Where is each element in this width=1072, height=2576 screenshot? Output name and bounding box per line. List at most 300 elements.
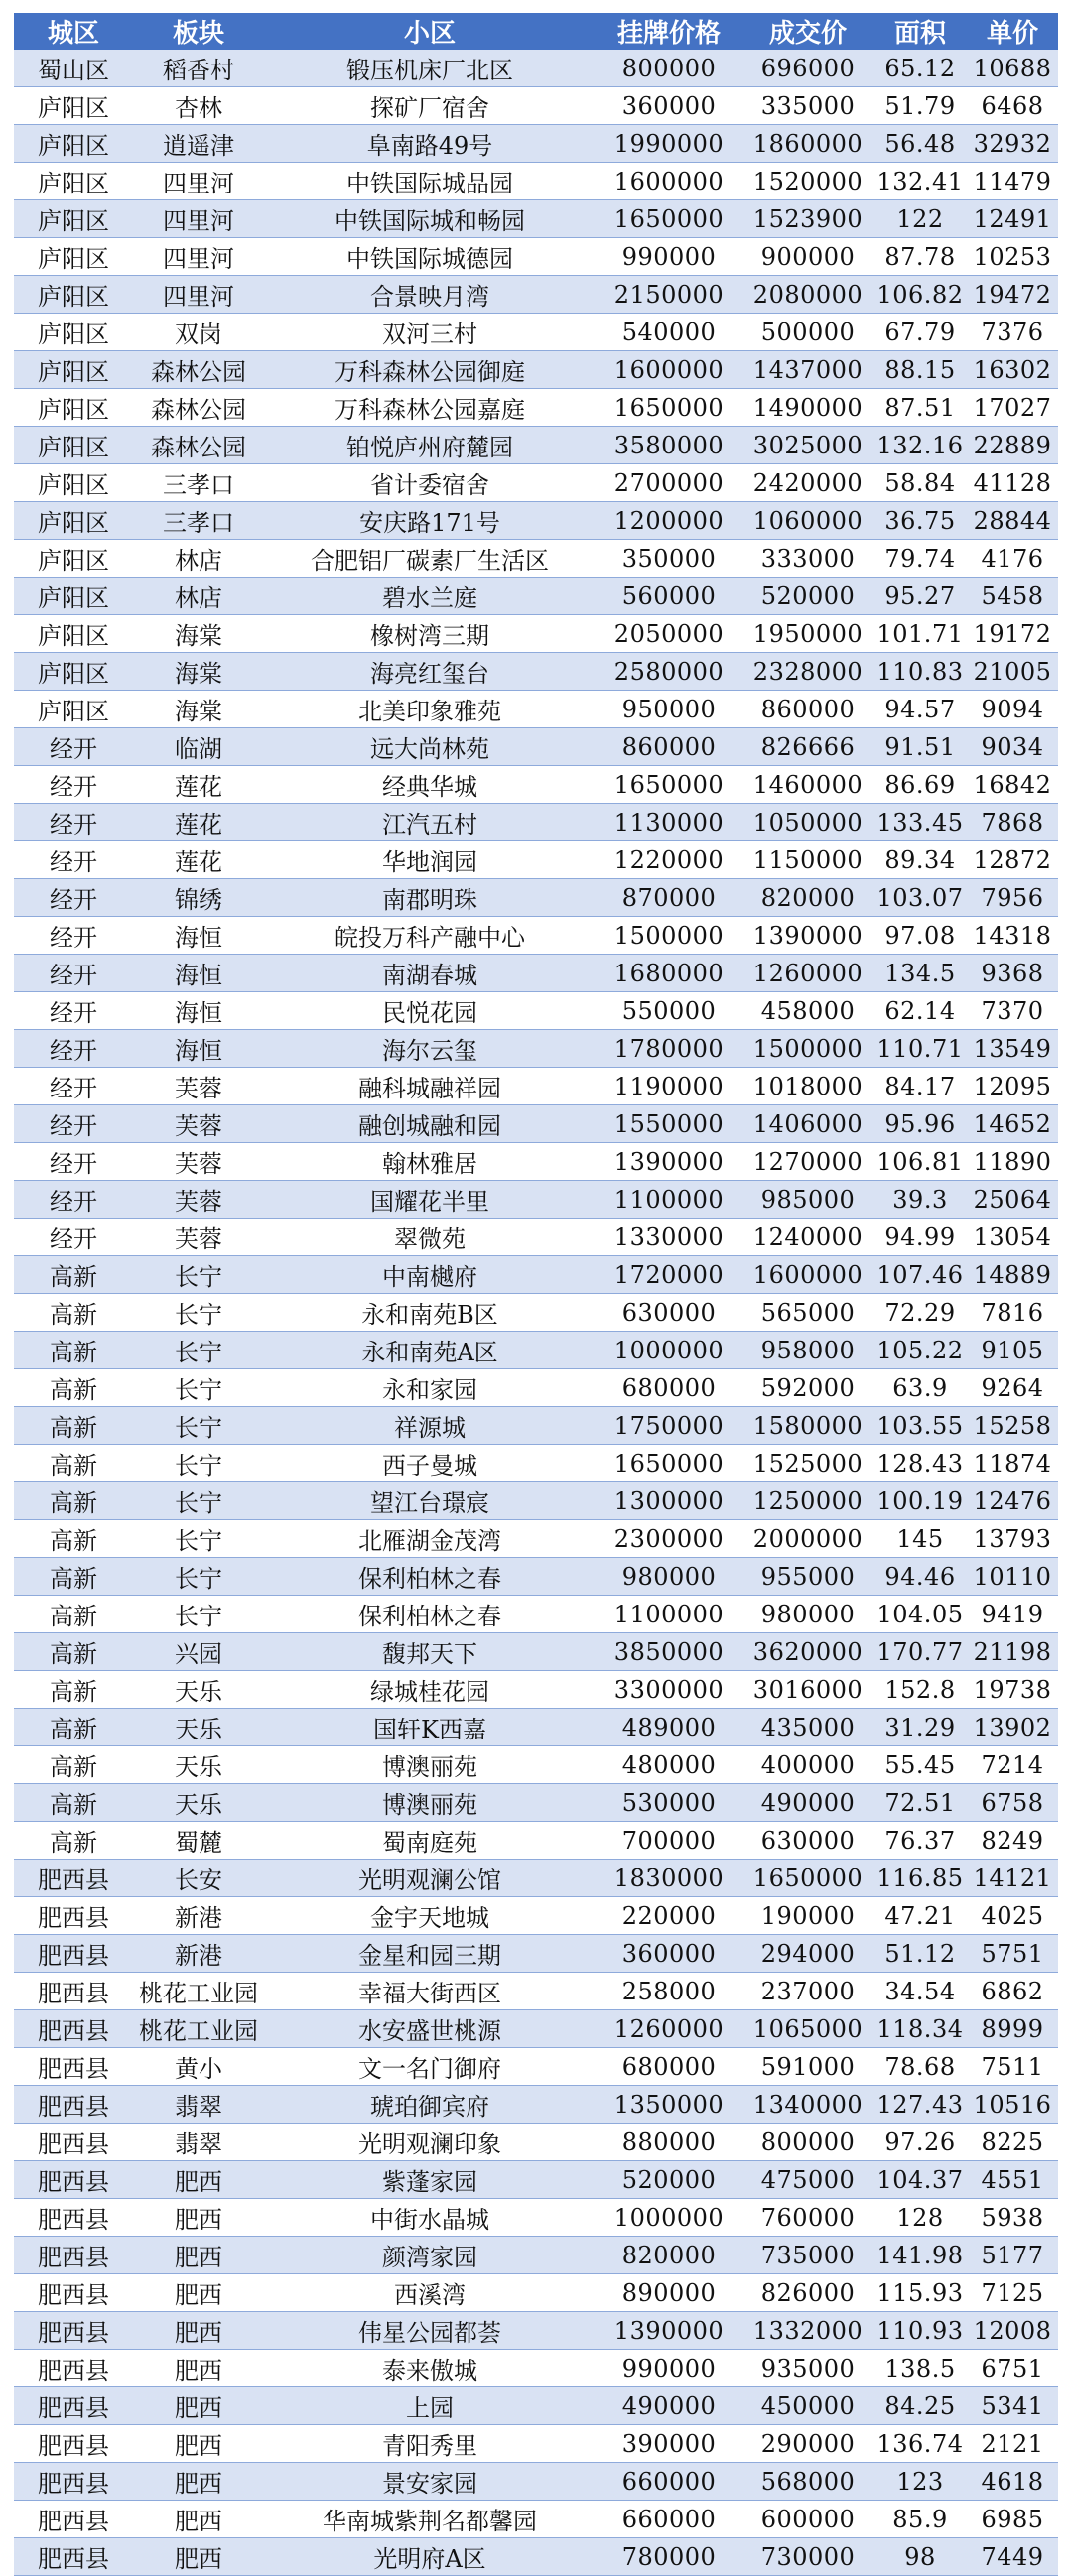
cell-block: 四里河 bbox=[133, 200, 264, 238]
cell-district: 经开 bbox=[14, 1105, 133, 1143]
cell-estate: 双河三村 bbox=[264, 314, 596, 351]
cell-deal-price: 1600000 bbox=[742, 1256, 873, 1294]
cell-estate: 翰林雅居 bbox=[264, 1143, 596, 1181]
cell-estate: 国轩K西嘉 bbox=[264, 1709, 596, 1746]
cell-unit-price: 14652 bbox=[967, 1105, 1058, 1143]
cell-estate: 探矿厂宿舍 bbox=[264, 87, 596, 125]
cell-listing-price: 680000 bbox=[596, 1369, 742, 1407]
cell-block: 芙蓉 bbox=[133, 1181, 264, 1219]
cell-estate: 紫蓬家园 bbox=[264, 2161, 596, 2199]
cell-area: 138.5 bbox=[873, 2350, 967, 2387]
cell-deal-price: 1150000 bbox=[742, 841, 873, 879]
cell-deal-price: 800000 bbox=[742, 2124, 873, 2161]
table-row bbox=[14, 50, 1058, 87]
transaction-table bbox=[14, 13, 1058, 2576]
cell-area: 51.79 bbox=[873, 87, 967, 125]
cell-estate: 经典华城 bbox=[264, 766, 596, 804]
table-row bbox=[14, 1219, 1058, 1256]
cell-district: 经开 bbox=[14, 879, 133, 917]
cell-district: 高新 bbox=[14, 1709, 133, 1746]
cell-listing-price: 3850000 bbox=[596, 1633, 742, 1671]
cell-district: 经开 bbox=[14, 1068, 133, 1105]
cell-estate: 中铁国际城和畅园 bbox=[264, 200, 596, 238]
cell-block: 天乐 bbox=[133, 1671, 264, 1709]
table-row bbox=[14, 389, 1058, 427]
cell-deal-price: 980000 bbox=[742, 1596, 873, 1633]
cell-area: 103.55 bbox=[873, 1407, 967, 1445]
cell-district: 经开 bbox=[14, 766, 133, 804]
cell-listing-price: 520000 bbox=[596, 2161, 742, 2199]
cell-estate: 颜湾家园 bbox=[264, 2237, 596, 2274]
cell-estate: 南湖春城 bbox=[264, 955, 596, 992]
cell-deal-price: 591000 bbox=[742, 2048, 873, 2086]
cell-unit-price: 9368 bbox=[967, 955, 1058, 992]
cell-deal-price: 1460000 bbox=[742, 766, 873, 804]
cell-area: 84.25 bbox=[873, 2387, 967, 2425]
cell-unit-price: 10516 bbox=[967, 2086, 1058, 2124]
cell-estate: 万科森林公园御庭 bbox=[264, 351, 596, 389]
table-row bbox=[14, 879, 1058, 917]
cell-block: 海棠 bbox=[133, 653, 264, 691]
cell-block: 海恒 bbox=[133, 955, 264, 992]
cell-unit-price: 9264 bbox=[967, 1369, 1058, 1407]
cell-deal-price: 1950000 bbox=[742, 615, 873, 653]
cell-block: 蜀麓 bbox=[133, 1822, 264, 1860]
cell-area: 85.9 bbox=[873, 2501, 967, 2538]
table-row bbox=[14, 2501, 1058, 2538]
cell-listing-price: 3580000 bbox=[596, 427, 742, 464]
cell-estate: 远大尚林苑 bbox=[264, 728, 596, 766]
cell-block: 稻香村 bbox=[133, 50, 264, 87]
table-row bbox=[14, 1973, 1058, 2010]
cell-unit-price: 25064 bbox=[967, 1181, 1058, 1219]
cell-deal-price: 1390000 bbox=[742, 917, 873, 955]
table-row bbox=[14, 1520, 1058, 1558]
cell-deal-price: 190000 bbox=[742, 1897, 873, 1935]
cell-unit-price: 15258 bbox=[967, 1407, 1058, 1445]
cell-area: 104.37 bbox=[873, 2161, 967, 2199]
cell-block: 四里河 bbox=[133, 163, 264, 200]
cell-district: 高新 bbox=[14, 1256, 133, 1294]
cell-area: 95.96 bbox=[873, 1105, 967, 1143]
cell-deal-price: 1332000 bbox=[742, 2312, 873, 2350]
cell-listing-price: 890000 bbox=[596, 2274, 742, 2312]
cell-listing-price: 1200000 bbox=[596, 502, 742, 540]
header-estate: 小区 bbox=[264, 13, 596, 50]
cell-district: 肥西县 bbox=[14, 1860, 133, 1897]
cell-deal-price: 290000 bbox=[742, 2425, 873, 2463]
cell-unit-price: 8249 bbox=[967, 1822, 1058, 1860]
cell-listing-price: 1990000 bbox=[596, 125, 742, 163]
cell-deal-price: 900000 bbox=[742, 238, 873, 276]
cell-listing-price: 950000 bbox=[596, 691, 742, 728]
cell-listing-price: 870000 bbox=[596, 879, 742, 917]
cell-listing-price: 1300000 bbox=[596, 1482, 742, 1520]
cell-area: 84.17 bbox=[873, 1068, 967, 1105]
cell-listing-price: 1830000 bbox=[596, 1860, 742, 1897]
cell-block: 长宁 bbox=[133, 1482, 264, 1520]
cell-district: 肥西县 bbox=[14, 1973, 133, 2010]
cell-estate: 华南城紫荆名都馨园 bbox=[264, 2501, 596, 2538]
table-row bbox=[14, 2350, 1058, 2387]
cell-district: 蜀山区 bbox=[14, 50, 133, 87]
cell-district: 肥西县 bbox=[14, 2124, 133, 2161]
cell-listing-price: 550000 bbox=[596, 992, 742, 1030]
table-row bbox=[14, 125, 1058, 163]
cell-unit-price: 10253 bbox=[967, 238, 1058, 276]
cell-area: 105.22 bbox=[873, 1332, 967, 1369]
cell-listing-price: 350000 bbox=[596, 540, 742, 578]
cell-estate: 翠微苑 bbox=[264, 1219, 596, 1256]
cell-block: 桃花工业园 bbox=[133, 2010, 264, 2048]
cell-unit-price: 4618 bbox=[967, 2463, 1058, 2501]
cell-area: 123 bbox=[873, 2463, 967, 2501]
cell-district: 肥西县 bbox=[14, 2312, 133, 2350]
cell-estate: 馥邦天下 bbox=[264, 1633, 596, 1671]
cell-district: 庐阳区 bbox=[14, 351, 133, 389]
cell-listing-price: 220000 bbox=[596, 1897, 742, 1935]
cell-deal-price: 935000 bbox=[742, 2350, 873, 2387]
cell-estate: 融创城融和园 bbox=[264, 1105, 596, 1143]
table-row bbox=[14, 427, 1058, 464]
cell-deal-price: 1406000 bbox=[742, 1105, 873, 1143]
cell-listing-price: 360000 bbox=[596, 87, 742, 125]
cell-listing-price: 630000 bbox=[596, 1294, 742, 1332]
cell-listing-price: 1390000 bbox=[596, 2312, 742, 2350]
cell-listing-price: 1500000 bbox=[596, 917, 742, 955]
cell-estate: 光明观澜印象 bbox=[264, 2124, 596, 2161]
cell-deal-price: 568000 bbox=[742, 2463, 873, 2501]
cell-listing-price: 1330000 bbox=[596, 1219, 742, 1256]
cell-unit-price: 19738 bbox=[967, 1671, 1058, 1709]
cell-estate: 皖投万科产融中心 bbox=[264, 917, 596, 955]
cell-area: 55.45 bbox=[873, 1746, 967, 1784]
cell-estate: 中街水晶城 bbox=[264, 2199, 596, 2237]
cell-estate: 博澳丽苑 bbox=[264, 1784, 596, 1822]
cell-block: 森林公园 bbox=[133, 427, 264, 464]
cell-district: 庐阳区 bbox=[14, 653, 133, 691]
cell-listing-price: 1350000 bbox=[596, 2086, 742, 2124]
cell-district: 高新 bbox=[14, 1407, 133, 1445]
cell-area: 31.29 bbox=[873, 1709, 967, 1746]
cell-block: 海恒 bbox=[133, 992, 264, 1030]
cell-unit-price: 4176 bbox=[967, 540, 1058, 578]
cell-area: 107.46 bbox=[873, 1256, 967, 1294]
cell-block: 海棠 bbox=[133, 691, 264, 728]
cell-listing-price: 700000 bbox=[596, 1822, 742, 1860]
cell-estate: 西子曼城 bbox=[264, 1445, 596, 1482]
cell-district: 庐阳区 bbox=[14, 125, 133, 163]
table-row bbox=[14, 653, 1058, 691]
cell-area: 132.41 bbox=[873, 163, 967, 200]
cell-listing-price: 1390000 bbox=[596, 1143, 742, 1181]
cell-district: 高新 bbox=[14, 1332, 133, 1369]
cell-listing-price: 1680000 bbox=[596, 955, 742, 992]
cell-estate: 金星和园三期 bbox=[264, 1935, 596, 1973]
cell-estate: 西溪湾 bbox=[264, 2274, 596, 2312]
cell-block: 桃花工业园 bbox=[133, 1973, 264, 2010]
table-row bbox=[14, 917, 1058, 955]
cell-unit-price: 4025 bbox=[967, 1897, 1058, 1935]
cell-area: 91.51 bbox=[873, 728, 967, 766]
cell-listing-price: 1780000 bbox=[596, 1030, 742, 1068]
header-deal-price: 成交价 bbox=[742, 13, 873, 50]
cell-block: 肥西 bbox=[133, 2274, 264, 2312]
table-row bbox=[14, 1068, 1058, 1105]
header-district: 城区 bbox=[14, 13, 133, 50]
cell-area: 145 bbox=[873, 1520, 967, 1558]
cell-unit-price: 13793 bbox=[967, 1520, 1058, 1558]
cell-deal-price: 730000 bbox=[742, 2538, 873, 2576]
cell-unit-price: 12872 bbox=[967, 841, 1058, 879]
table-row bbox=[14, 1596, 1058, 1633]
cell-listing-price: 660000 bbox=[596, 2501, 742, 2538]
cell-block: 肥西 bbox=[133, 2463, 264, 2501]
cell-unit-price: 7956 bbox=[967, 879, 1058, 917]
cell-estate: 泰来傲城 bbox=[264, 2350, 596, 2387]
table-row bbox=[14, 1181, 1058, 1219]
cell-district: 高新 bbox=[14, 1520, 133, 1558]
cell-deal-price: 696000 bbox=[742, 50, 873, 87]
cell-deal-price: 630000 bbox=[742, 1822, 873, 1860]
cell-unit-price: 13054 bbox=[967, 1219, 1058, 1256]
cell-district: 肥西县 bbox=[14, 2350, 133, 2387]
cell-district: 经开 bbox=[14, 1143, 133, 1181]
cell-block: 长宁 bbox=[133, 1294, 264, 1332]
cell-deal-price: 1650000 bbox=[742, 1860, 873, 1897]
cell-block: 莲花 bbox=[133, 804, 264, 841]
cell-unit-price: 2121 bbox=[967, 2425, 1058, 2463]
cell-unit-price: 13549 bbox=[967, 1030, 1058, 1068]
cell-deal-price: 1018000 bbox=[742, 1068, 873, 1105]
cell-block: 长宁 bbox=[133, 1256, 264, 1294]
table-row bbox=[14, 1709, 1058, 1746]
cell-block: 长宁 bbox=[133, 1445, 264, 1482]
cell-unit-price: 41128 bbox=[967, 464, 1058, 502]
cell-estate: 省计委宿舍 bbox=[264, 464, 596, 502]
header-listing-price: 挂牌价格 bbox=[596, 13, 742, 50]
table-row bbox=[14, 955, 1058, 992]
table-row bbox=[14, 578, 1058, 615]
cell-estate: 蜀南庭苑 bbox=[264, 1822, 596, 1860]
cell-district: 高新 bbox=[14, 1369, 133, 1407]
cell-area: 122 bbox=[873, 200, 967, 238]
cell-listing-price: 1000000 bbox=[596, 2199, 742, 2237]
cell-deal-price: 1260000 bbox=[742, 955, 873, 992]
cell-listing-price: 530000 bbox=[596, 1784, 742, 1822]
cell-deal-price: 3620000 bbox=[742, 1633, 873, 1671]
table-row bbox=[14, 992, 1058, 1030]
cell-listing-price: 680000 bbox=[596, 2048, 742, 2086]
table-row bbox=[14, 1746, 1058, 1784]
cell-deal-price: 1525000 bbox=[742, 1445, 873, 1482]
cell-deal-price: 333000 bbox=[742, 540, 873, 578]
cell-deal-price: 955000 bbox=[742, 1558, 873, 1596]
cell-district: 庐阳区 bbox=[14, 314, 133, 351]
cell-area: 110.83 bbox=[873, 653, 967, 691]
cell-unit-price: 28844 bbox=[967, 502, 1058, 540]
cell-listing-price: 880000 bbox=[596, 2124, 742, 2161]
cell-unit-price: 6758 bbox=[967, 1784, 1058, 1822]
table-row bbox=[14, 2538, 1058, 2576]
table-row bbox=[14, 2124, 1058, 2161]
cell-block: 长宁 bbox=[133, 1558, 264, 1596]
cell-estate: 中铁国际城德园 bbox=[264, 238, 596, 276]
cell-block: 三孝口 bbox=[133, 502, 264, 540]
cell-block: 林店 bbox=[133, 540, 264, 578]
cell-block: 新港 bbox=[133, 1897, 264, 1935]
cell-estate: 水安盛世桃源 bbox=[264, 2010, 596, 2048]
cell-area: 110.71 bbox=[873, 1030, 967, 1068]
cell-unit-price: 5751 bbox=[967, 1935, 1058, 1973]
cell-estate: 青阳秀里 bbox=[264, 2425, 596, 2463]
cell-district: 高新 bbox=[14, 1445, 133, 1482]
cell-estate: 幸福大街西区 bbox=[264, 1973, 596, 2010]
cell-area: 72.29 bbox=[873, 1294, 967, 1332]
cell-unit-price: 8225 bbox=[967, 2124, 1058, 2161]
cell-deal-price: 1580000 bbox=[742, 1407, 873, 1445]
cell-district: 肥西县 bbox=[14, 1897, 133, 1935]
cell-unit-price: 9094 bbox=[967, 691, 1058, 728]
cell-deal-price: 826000 bbox=[742, 2274, 873, 2312]
cell-deal-price: 450000 bbox=[742, 2387, 873, 2425]
cell-block: 芙蓉 bbox=[133, 1105, 264, 1143]
cell-area: 67.79 bbox=[873, 314, 967, 351]
table-row bbox=[14, 1558, 1058, 1596]
cell-unit-price: 21198 bbox=[967, 1633, 1058, 1671]
cell-deal-price: 1340000 bbox=[742, 2086, 873, 2124]
cell-deal-price: 3016000 bbox=[742, 1671, 873, 1709]
cell-listing-price: 480000 bbox=[596, 1746, 742, 1784]
cell-unit-price: 16842 bbox=[967, 766, 1058, 804]
cell-block: 肥西 bbox=[133, 2312, 264, 2350]
cell-deal-price: 1065000 bbox=[742, 2010, 873, 2048]
cell-district: 肥西县 bbox=[14, 2237, 133, 2274]
cell-block: 芙蓉 bbox=[133, 1068, 264, 1105]
cell-listing-price: 2580000 bbox=[596, 653, 742, 691]
cell-area: 103.07 bbox=[873, 879, 967, 917]
cell-district: 经开 bbox=[14, 917, 133, 955]
cell-deal-price: 1050000 bbox=[742, 804, 873, 841]
cell-area: 89.34 bbox=[873, 841, 967, 879]
cell-area: 136.74 bbox=[873, 2425, 967, 2463]
cell-area: 72.51 bbox=[873, 1784, 967, 1822]
table-row bbox=[14, 1935, 1058, 1973]
cell-listing-price: 1720000 bbox=[596, 1256, 742, 1294]
cell-block: 锦绣 bbox=[133, 879, 264, 917]
cell-estate: 海亮红玺台 bbox=[264, 653, 596, 691]
cell-block: 兴园 bbox=[133, 1633, 264, 1671]
table-row bbox=[14, 1633, 1058, 1671]
cell-block: 临湖 bbox=[133, 728, 264, 766]
cell-unit-price: 7449 bbox=[967, 2538, 1058, 2576]
cell-estate: 北美印象雅苑 bbox=[264, 691, 596, 728]
cell-listing-price: 360000 bbox=[596, 1935, 742, 1973]
cell-block: 肥西 bbox=[133, 2425, 264, 2463]
cell-district: 高新 bbox=[14, 1596, 133, 1633]
cell-deal-price: 1490000 bbox=[742, 389, 873, 427]
cell-area: 152.8 bbox=[873, 1671, 967, 1709]
cell-district: 庐阳区 bbox=[14, 615, 133, 653]
table-row bbox=[14, 2463, 1058, 2501]
cell-estate: 伟星公园都荟 bbox=[264, 2312, 596, 2350]
cell-deal-price: 500000 bbox=[742, 314, 873, 351]
cell-estate: 国耀花半里 bbox=[264, 1181, 596, 1219]
cell-estate: 光明观澜公馆 bbox=[264, 1860, 596, 1897]
cell-deal-price: 1860000 bbox=[742, 125, 873, 163]
cell-area: 62.14 bbox=[873, 992, 967, 1030]
cell-unit-price: 14889 bbox=[967, 1256, 1058, 1294]
cell-block: 四里河 bbox=[133, 276, 264, 314]
cell-area: 118.34 bbox=[873, 2010, 967, 2048]
cell-area: 170.77 bbox=[873, 1633, 967, 1671]
cell-estate: 保利柏林之春 bbox=[264, 1596, 596, 1633]
cell-deal-price: 2328000 bbox=[742, 653, 873, 691]
cell-district: 庐阳区 bbox=[14, 691, 133, 728]
cell-unit-price: 32932 bbox=[967, 125, 1058, 163]
cell-area: 65.12 bbox=[873, 50, 967, 87]
table-row bbox=[14, 502, 1058, 540]
cell-area: 128.43 bbox=[873, 1445, 967, 1482]
cell-deal-price: 2420000 bbox=[742, 464, 873, 502]
cell-unit-price: 7214 bbox=[967, 1746, 1058, 1784]
table-row bbox=[14, 200, 1058, 238]
table-row bbox=[14, 615, 1058, 653]
cell-estate: 锻压机床厂北区 bbox=[264, 50, 596, 87]
cell-district: 高新 bbox=[14, 1746, 133, 1784]
cell-area: 106.81 bbox=[873, 1143, 967, 1181]
cell-area: 56.48 bbox=[873, 125, 967, 163]
cell-deal-price: 565000 bbox=[742, 1294, 873, 1332]
cell-unit-price: 5938 bbox=[967, 2199, 1058, 2237]
cell-unit-price: 9419 bbox=[967, 1596, 1058, 1633]
cell-block: 肥西 bbox=[133, 2501, 264, 2538]
cell-district: 肥西县 bbox=[14, 2274, 133, 2312]
cell-estate: 阜南路49号 bbox=[264, 125, 596, 163]
table-row bbox=[14, 2010, 1058, 2048]
cell-area: 51.12 bbox=[873, 1935, 967, 1973]
cell-district: 经开 bbox=[14, 728, 133, 766]
cell-district: 高新 bbox=[14, 1671, 133, 1709]
cell-deal-price: 435000 bbox=[742, 1709, 873, 1746]
cell-block: 海棠 bbox=[133, 615, 264, 653]
cell-deal-price: 3025000 bbox=[742, 427, 873, 464]
cell-block: 杏林 bbox=[133, 87, 264, 125]
cell-district: 庐阳区 bbox=[14, 200, 133, 238]
cell-unit-price: 5177 bbox=[967, 2237, 1058, 2274]
cell-listing-price: 1750000 bbox=[596, 1407, 742, 1445]
table-row bbox=[14, 163, 1058, 200]
table-row bbox=[14, 1256, 1058, 1294]
cell-deal-price: 1437000 bbox=[742, 351, 873, 389]
cell-deal-price: 1500000 bbox=[742, 1030, 873, 1068]
cell-district: 肥西县 bbox=[14, 2387, 133, 2425]
cell-estate: 万科森林公园嘉庭 bbox=[264, 389, 596, 427]
cell-district: 肥西县 bbox=[14, 2010, 133, 2048]
cell-block: 逍遥津 bbox=[133, 125, 264, 163]
table-row bbox=[14, 351, 1058, 389]
cell-estate: 江汽五村 bbox=[264, 804, 596, 841]
cell-district: 庐阳区 bbox=[14, 238, 133, 276]
cell-block: 肥西 bbox=[133, 2387, 264, 2425]
cell-district: 高新 bbox=[14, 1784, 133, 1822]
cell-unit-price: 8999 bbox=[967, 2010, 1058, 2048]
cell-listing-price: 1600000 bbox=[596, 163, 742, 200]
cell-block: 莲花 bbox=[133, 841, 264, 879]
cell-listing-price: 540000 bbox=[596, 314, 742, 351]
table-row bbox=[14, 2086, 1058, 2124]
table-row bbox=[14, 314, 1058, 351]
